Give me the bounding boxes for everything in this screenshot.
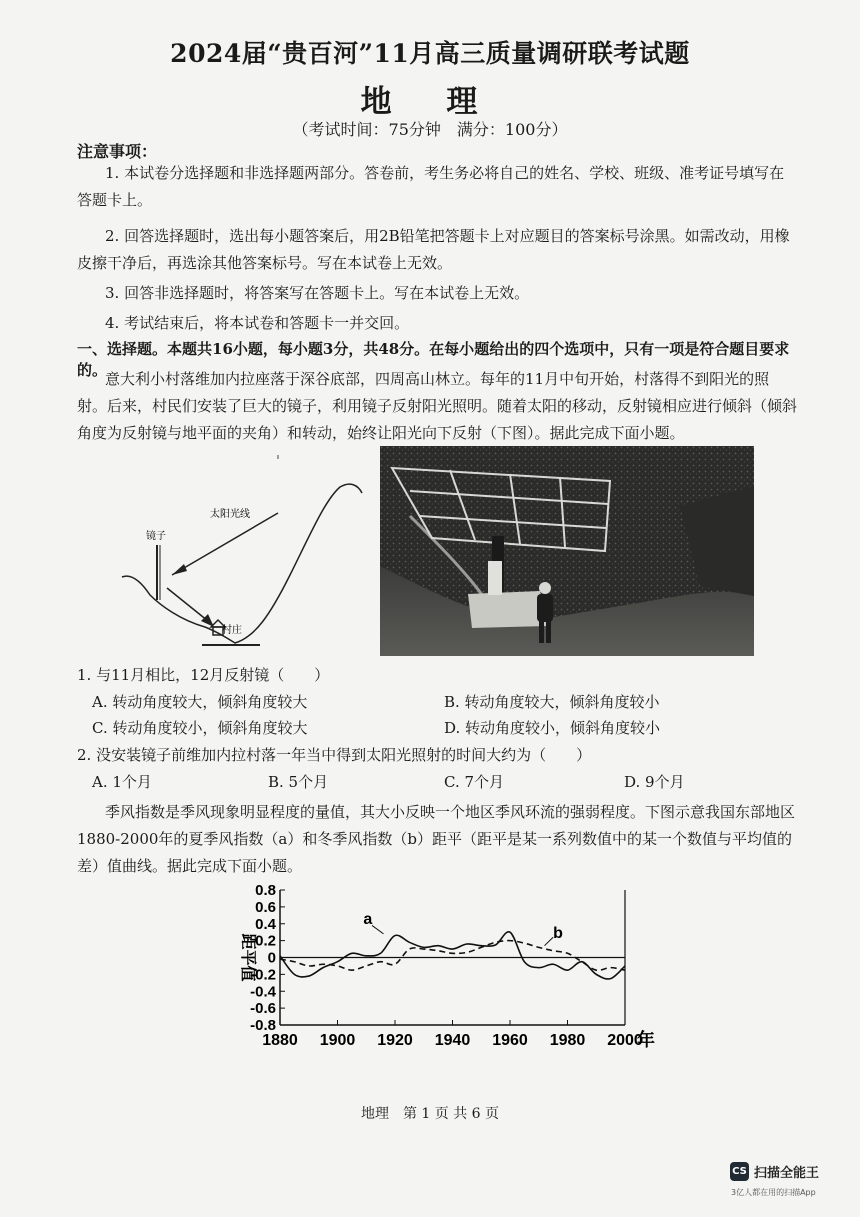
- camscanner-tagline: 3亿人都在用的扫描App: [731, 1188, 816, 1197]
- village-label: 村庄: [222, 625, 242, 636]
- mirror-label: 镜子: [146, 531, 166, 542]
- x-tick-label: 1920: [377, 1032, 413, 1049]
- camscanner-logo: CS: [730, 1162, 749, 1181]
- base-pillar: [488, 561, 502, 595]
- notice-item-1: 1. 本试卷分选择题和非选择题两部分。答卷前，考生务必将自己的姓名、学校、班级、准考证号填写在答题卡上。: [77, 164, 785, 209]
- x-tick-label: 1880: [262, 1032, 298, 1049]
- x-tick-label: 1940: [434, 1032, 471, 1049]
- y-tick-label: -0.8: [250, 1017, 276, 1034]
- y-tick-label: -0.6: [250, 1000, 276, 1018]
- series-b-leader: [545, 937, 554, 945]
- exam-title: 2024届“贵百河”11月高三质量调研联考试题: [170, 39, 690, 68]
- series-b-label: b: [553, 925, 563, 943]
- y-tick-label: 0.8: [255, 882, 276, 899]
- mirror-diagram: [110, 455, 370, 655]
- reflected-ray: [167, 588, 208, 621]
- y-tick-label: 0.4: [255, 915, 276, 933]
- concrete-base: [468, 591, 548, 628]
- sunlight-ray: [172, 513, 278, 575]
- question-1-option-b: B. 转动角度较大，倾斜角度较小: [444, 693, 660, 711]
- notice-item-4: 4. 考试结束后，将本试卷和答题卡一并交回。: [105, 314, 410, 332]
- passage-2: 季风指数是季风现象明显程度的量值，其大小反映一个地区季风环流的强弱程度。下图示意我国东部地区1880-2000年的夏季风指数（a）和冬季风指数（b）距平（距平是某一系列数值中的某一个数值与平均值的差）值曲线。据此完成下面小题。: [77, 803, 796, 875]
- passage-1: 意大利小村落维加内拉座落于深谷底部，四周高山林立。每年的11月中旬开始，村落得不到阳光的照射。后来，村民们安装了巨大的镜子，利用镜子反射阳光照明。随着太阳的移动，反射镜相应进行倾斜（倾斜角度为反射镜与地平面的夹角）和转动，始终让阳光向下反射（下图）。据此完成下面小题。: [77, 370, 798, 442]
- question-1-option-d: D. 转动角度较小，倾斜角度较小: [444, 719, 661, 737]
- y-tick-label: 0: [267, 949, 276, 967]
- x-tick-label: 1960: [492, 1032, 528, 1049]
- sunlight-arrowhead: [172, 564, 187, 575]
- y-tick-label: 0.6: [255, 898, 276, 916]
- page-footer: 地理 第 1 页 共 6 页: [360, 1106, 500, 1122]
- x-tick-label: 1980: [549, 1032, 586, 1049]
- x-tick-label: 1900: [319, 1032, 356, 1049]
- sunlight-label: 太阳光线: [210, 509, 250, 520]
- mirror-photo: [380, 446, 754, 656]
- x-axis-label: 年: [637, 1030, 655, 1050]
- question-1-stem: 1. 与11月相比，12月反射镜（ ）: [77, 666, 330, 684]
- y-tick-label: -0.2: [250, 966, 276, 984]
- y-tick-label: 0.2: [255, 932, 276, 950]
- question-2-option-c: C. 7个月: [444, 773, 505, 791]
- notice-item-3: 3. 回答非选择题时，将答案写在答题卡上。写在本试卷上无效。: [105, 284, 530, 302]
- question-2-stem: 2. 没安装镜子前维加内拉村落一年当中得到太阳光照射的时间大约为（ ）: [77, 746, 592, 764]
- notice-item-2: 2. 回答选择题时，选出每小题答案后，用2B铅笔把答题卡上对应题目的答案标号涂黑。如需改动，用橡皮擦干净后，再选涂其他答案标号。写在本试卷上无效。: [77, 227, 790, 272]
- question-2-option-b: B. 5个月: [268, 773, 329, 791]
- exam-info: （考试时间：75分钟 满分：100分）: [292, 120, 568, 139]
- y-tick-label: -0.4: [250, 983, 276, 1001]
- subject-title: 地 理: [360, 84, 500, 120]
- monsoon-index-chart: [225, 880, 670, 1055]
- section-heading: 一、选择题。本题共16小题，每小题3分，共48分。在每小题给出的四个选项中，只有一项是符合题目要求的。: [77, 340, 790, 379]
- y-axis-label: 距平值: [239, 933, 256, 982]
- camscanner-name: 扫描全能王: [754, 1166, 820, 1181]
- question-1-option-a: A. 转动角度较大，倾斜角度较大: [92, 693, 308, 711]
- question-2-option-d: D. 9个月: [624, 773, 685, 791]
- series-a-leader: [372, 925, 384, 933]
- question-1-option-c: C. 转动角度较小，倾斜角度较大: [92, 719, 308, 737]
- notice-heading: 注意事项：: [77, 142, 158, 161]
- question-2-option-a: A. 1个月: [92, 773, 152, 791]
- series-a-line: [280, 932, 625, 979]
- x-tick-label: 2000: [607, 1032, 643, 1049]
- series-a-label: a: [363, 910, 373, 928]
